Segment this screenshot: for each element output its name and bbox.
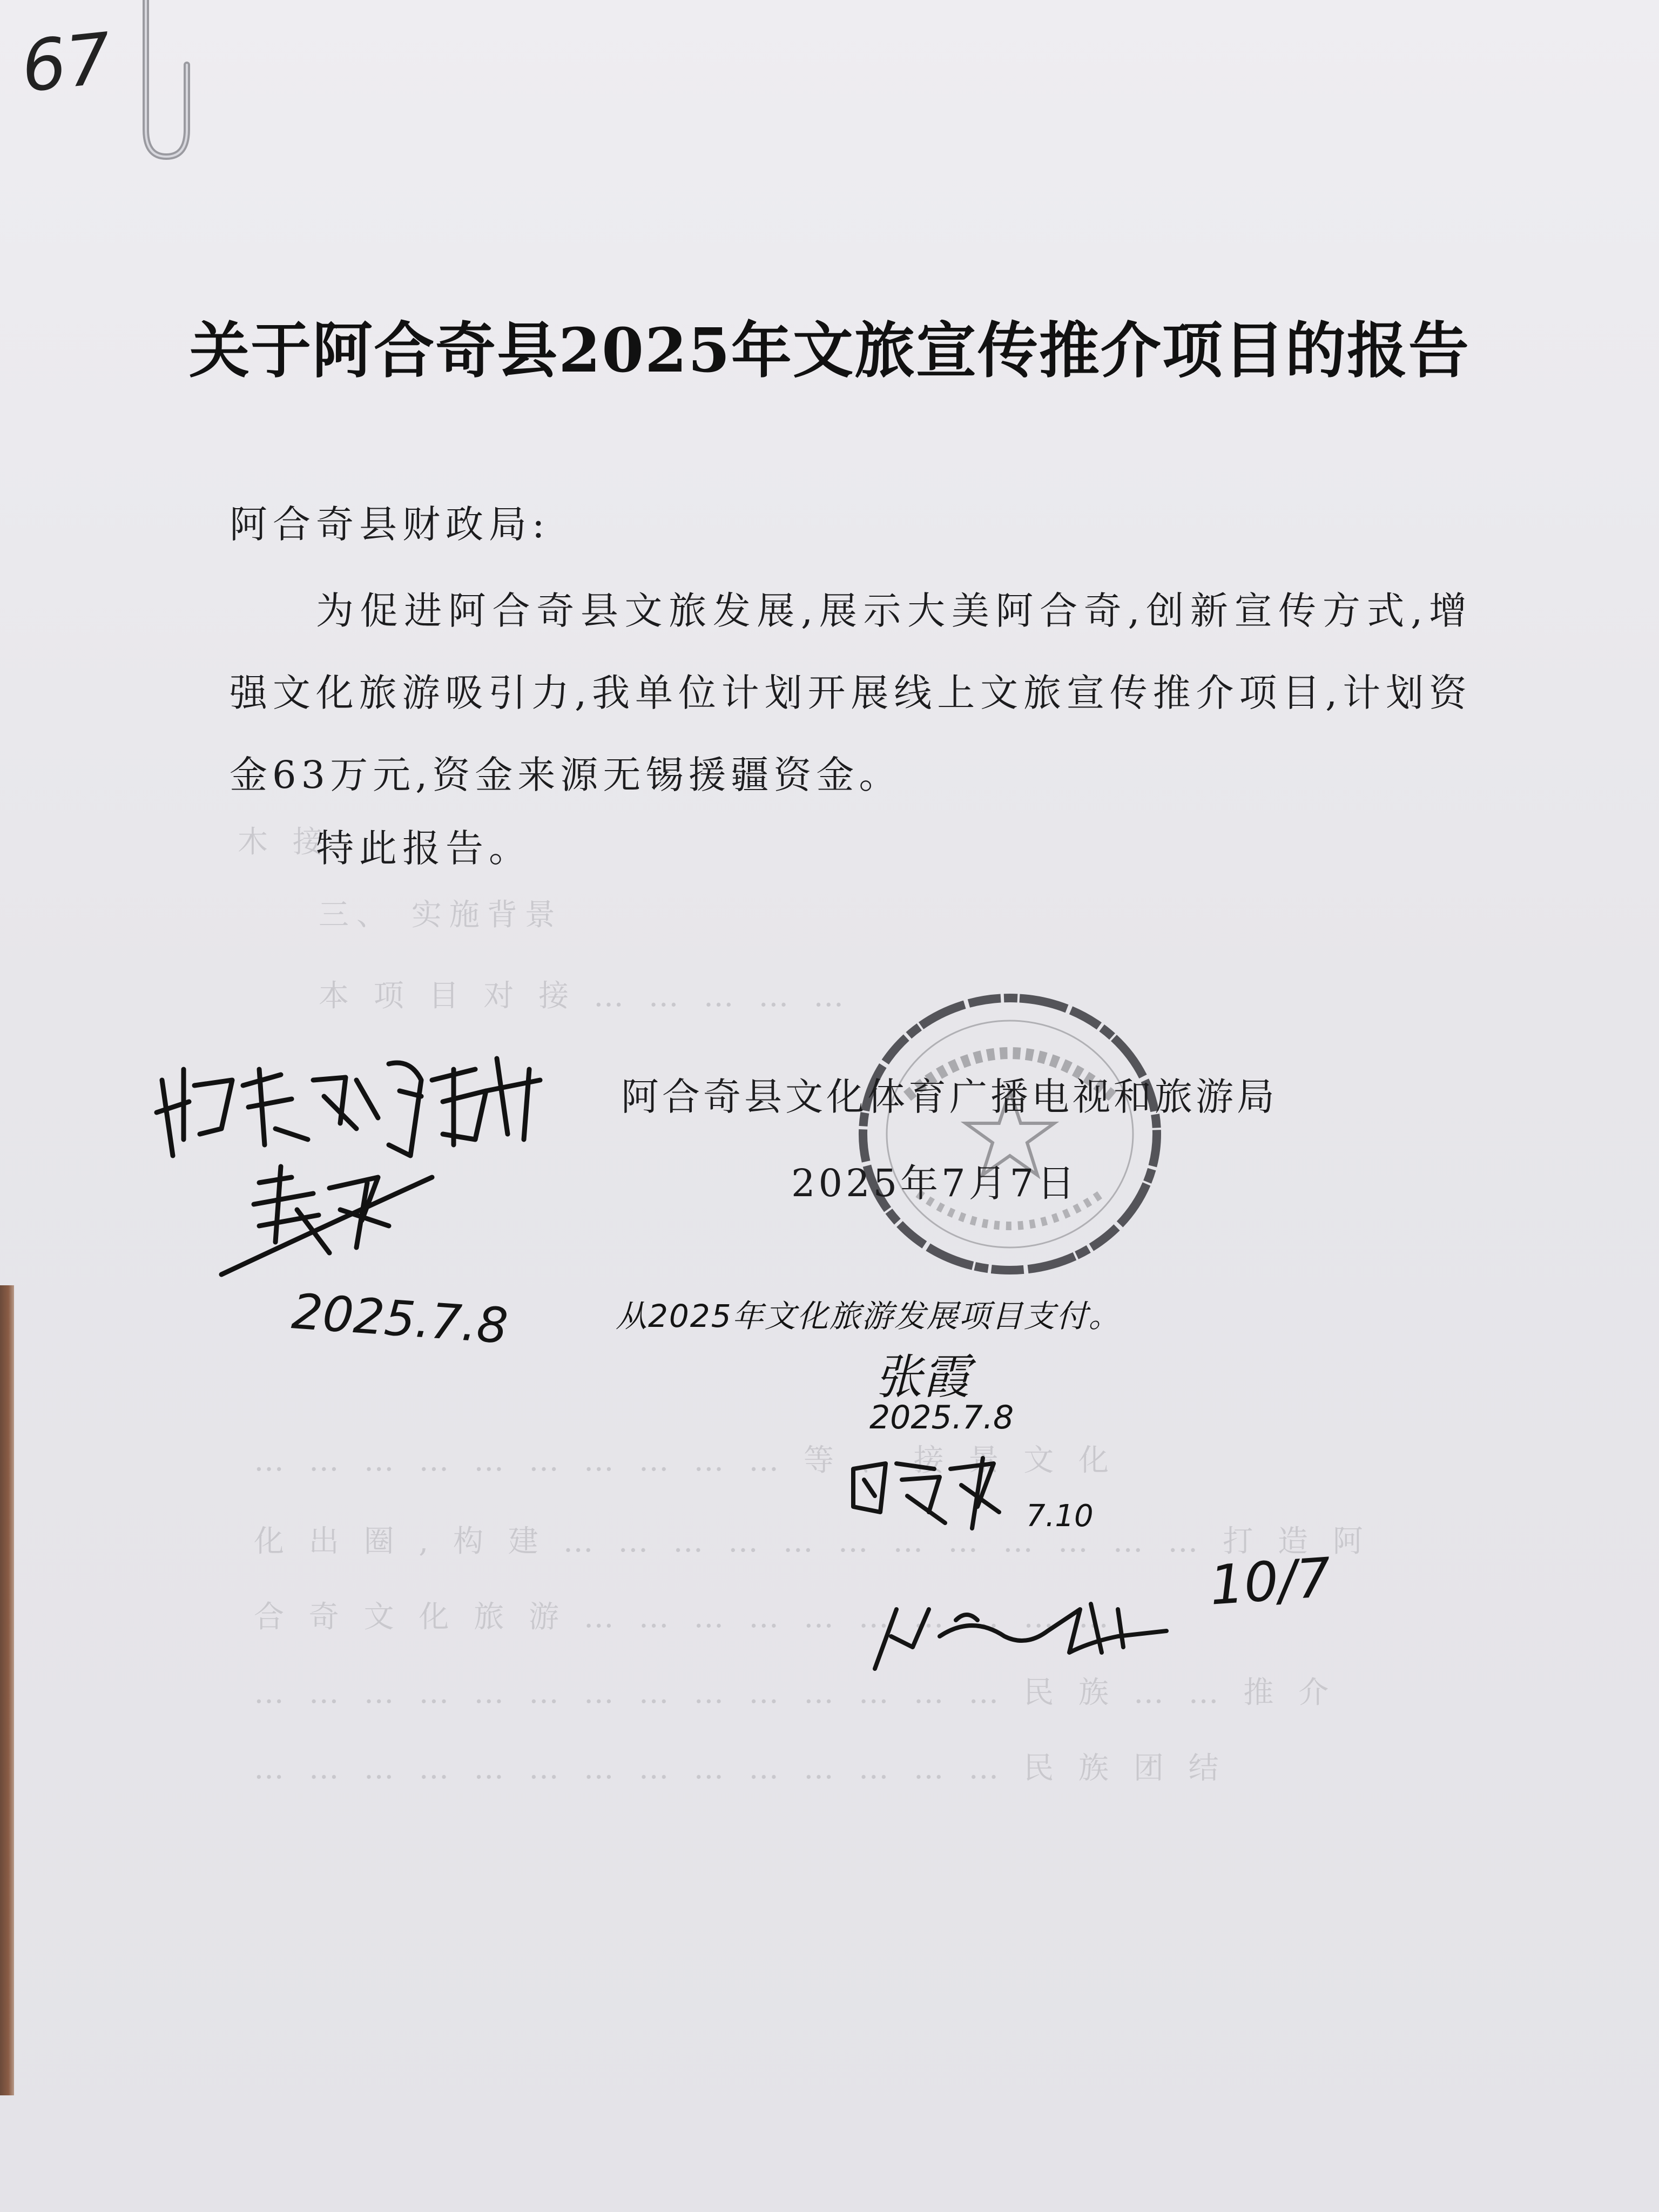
- handwritten-date-center: 2025.7.8: [869, 1399, 1014, 1437]
- handwritten-date-left: 2025.7.8: [289, 1283, 510, 1355]
- show-through-text: 合 奇 文 化 旅 游 … … … … … … … … … …: [254, 1600, 1117, 1635]
- show-through-text: … … … … … … … … … … 等 、 接 景 文 化: [254, 1443, 1117, 1478]
- handwritten-date-second: 7.10: [1026, 1499, 1094, 1534]
- official-seal: [842, 988, 1177, 1280]
- issuing-organization: 阿合奇县文化体育广播电视和旅游局: [621, 1075, 1278, 1119]
- handwritten-signer-name: 张霞: [875, 1349, 970, 1405]
- handwritten-approval-left: [151, 1048, 562, 1307]
- background-desk-edge: [0, 1285, 14, 2095]
- document-title: 关于阿合奇县2025年文旅宣传推介项目的报告: [189, 315, 1470, 386]
- handwritten-signature-second: [842, 1447, 1037, 1534]
- show-through-text: … … … … … … … … … … … … … … 民 族 团 结: [254, 1751, 1226, 1786]
- paperclip-icon: [123, 0, 193, 173]
- body-paragraph: 为促进阿合奇县文旅发展,展示大美阿合奇,创新宣传方式,增强文化旅游吸引力,我单位计划开展线上文旅宣传推介项目,计划资金63万元,资金来源无锡援疆资金。: [230, 589, 1472, 797]
- show-through-text: 三、 实施背景: [319, 898, 563, 933]
- handwritten-page-number: 67: [17, 17, 115, 109]
- salutation: 阿合奇县财政局:: [230, 502, 550, 547]
- handwritten-payment-note: 从2025年文化旅游发展项目支付。: [616, 1298, 1121, 1334]
- show-through-text: … … … … … … … … … … … … … … 民 族 … … 推 介: [254, 1675, 1337, 1710]
- issue-date: 2025年7月7日: [791, 1161, 1078, 1205]
- show-through-text: 木 接: [238, 825, 331, 860]
- handwritten-signature-third: [864, 1577, 1188, 1696]
- handwritten-date-right: 10/7: [1208, 1546, 1333, 1617]
- show-through-text: 本 项 目 对 接 … … … … …: [319, 979, 852, 1014]
- closing-line: 特此报告。: [316, 826, 532, 871]
- show-through-text: 化 出 圈 , 构 建 … … … … … … … … … … … … 打 造 阿: [254, 1524, 1371, 1559]
